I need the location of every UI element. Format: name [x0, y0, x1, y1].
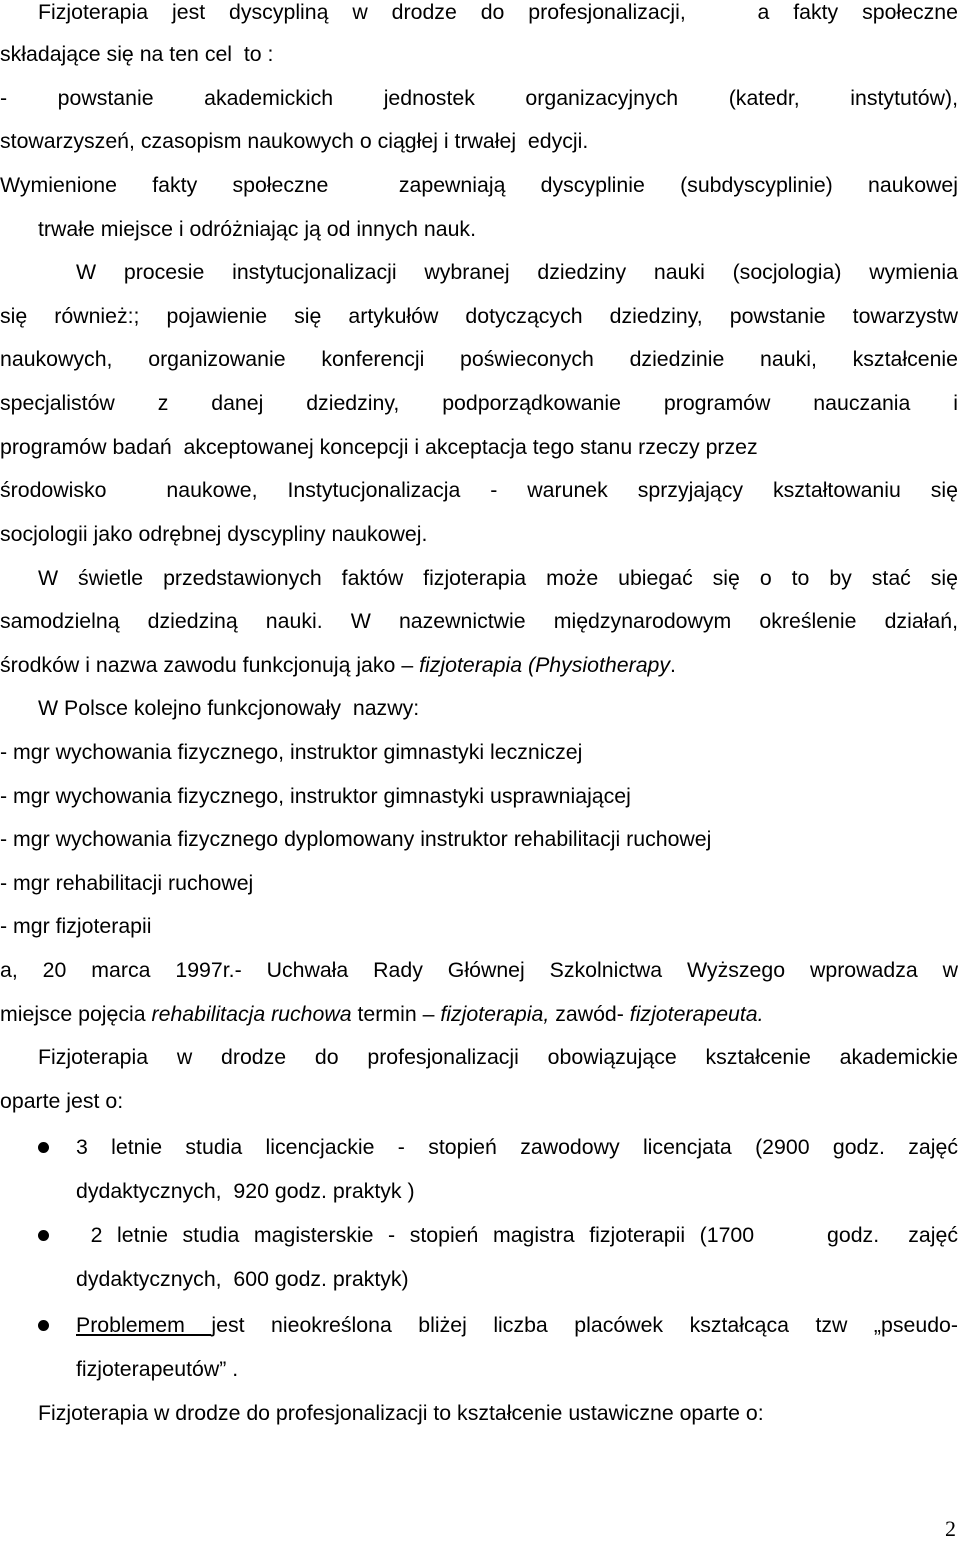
- page-number: 2: [945, 1516, 956, 1541]
- paragraph-6-text: termin –: [351, 1002, 441, 1026]
- bullet-2-line-2: dydaktycznych, 600 godz. praktyk): [76, 1267, 409, 1291]
- problem-word: Problemem: [76, 1313, 212, 1337]
- physiotherapy-term: fizjoterapia,: [440, 1002, 550, 1026]
- dash-item-line-1: - powstanie akademickich jednostek organizacyjnych (katedr, instytutów),: [0, 86, 958, 110]
- paragraph-3-line-1: W procesie instytucjonalizacji wybranej dziedziny nauki (socjologia) wymienia: [76, 260, 958, 284]
- bullet-icon: [38, 1230, 49, 1241]
- names-list-item: - mgr rehabilitacji ruchowej: [0, 871, 254, 895]
- paragraph-4-line-1: W świetle przedstawionych faktów fizjoterapia może ubiegać się o to by stać się: [38, 566, 958, 590]
- paragraph-6-line-2: [0, 992, 958, 1036]
- paragraph-2-line-1: Wymienione fakty społeczne zapewniają dyscyplinie (subdyscyplinie) naukowej: [0, 173, 958, 197]
- bullet-2-line-1: 2 letnie studia magisterskie - stopień magistra fizjoterapii (1700 godz. zajęć: [76, 1223, 958, 1247]
- names-list-item: - mgr fizjoterapii: [0, 914, 152, 938]
- paragraph-6-text: zawód-: [549, 1002, 630, 1026]
- paragraph-1-line-2: składające się na ten cel to :: [0, 42, 274, 66]
- physiotherapist-term: fizjoterapeuta.: [629, 1002, 764, 1026]
- bullet-icon: [38, 1142, 49, 1153]
- paragraph-3-line-3: naukowych, organizowanie konferencji poświeconych dziedzinie nauki, kształcenie: [0, 347, 958, 371]
- paragraph-3-line-4: specjalistów z danej dziedziny, podporządkowanie programów nauczania i: [0, 391, 958, 415]
- paragraph-4-line-3: [0, 643, 958, 687]
- bullet-3-line-1: [76, 1303, 958, 1347]
- paragraph-3-line-7: socjologii jako odrębnej dyscypliny naukowej.: [0, 522, 428, 546]
- paragraph-8: Fizjoterapia w drodze do profesjonalizacji to kształcenie ustawiczne oparte o:: [38, 1401, 764, 1425]
- names-heading: W Polsce kolejno funkcjonowały nazwy:: [38, 696, 420, 720]
- bullet-3-text: jest nieokreślona bliżej liczba placówek kształcąca tzw „pseudo-: [211, 1313, 958, 1337]
- paragraph-1-line-1: Fizjoterapia jest dyscypliną w drodze do profesjonalizacji, a fakty społeczne: [38, 0, 958, 24]
- paragraph-3-line-6: środowisko naukowe, Instytucjonalizacja - warunek sprzyjający kształtowaniu się: [0, 478, 958, 502]
- names-list-item: - mgr wychowania fizycznego dyplomowany instruktor rehabilitacji ruchowej: [0, 827, 712, 851]
- paragraph-6-text: miejsce pojęcia: [0, 1002, 152, 1026]
- bullet-icon: [38, 1320, 49, 1331]
- physiotherapy-term: fizjoterapia (Physiotherapy: [419, 653, 671, 677]
- paragraph-6-line-1: a, 20 marca 1997r.- Uchwała Rady Głównej Szkolnictwa Wyższego wprowadza w: [0, 958, 958, 982]
- paragraph-2-line-2: trwałe miejsce i odróżniając ją od innych nauk.: [38, 217, 476, 241]
- names-list-item: - mgr wychowania fizycznego, instruktor gimnastyki leczniczej: [0, 740, 583, 764]
- rehabilitation-term: rehabilitacja ruchowa: [151, 1002, 352, 1026]
- bullet-1-line-2: dydaktycznych, 920 godz. praktyk ): [76, 1179, 415, 1203]
- dash-item-line-2: stowarzyszeń, czasopism naukowych o ciągłej i trwałej edycji.: [0, 129, 589, 153]
- bullet-3-line-2: fizjoterapeutów” .: [76, 1357, 239, 1381]
- paragraph-3-line-2: się również:; pojawienie się artykułów dotyczących dziedziny, powstanie towarzystw: [0, 304, 958, 328]
- paragraph-4-line-3-end: .: [670, 653, 676, 677]
- paragraph-7-line-2: oparte jest o:: [0, 1089, 124, 1113]
- bullet-1-line-1: 3 letnie studia licencjackie - stopień zawodowy licencjata (2900 godz. zajęć: [76, 1135, 958, 1159]
- names-list-item: - mgr wychowania fizycznego, instruktor gimnastyki usprawniającej: [0, 784, 631, 808]
- paragraph-7-line-1: Fizjoterapia w drodze do profesjonalizacji obowiązujące kształcenie akademickie: [38, 1045, 958, 1069]
- paragraph-4-line-3-text: środków i nazwa zawodu funkcjonują jako –: [0, 653, 420, 677]
- paragraph-3-line-5: programów badań akceptowanej koncepcji i akceptacja tego stanu rzeczy przez: [0, 435, 758, 459]
- paragraph-4-line-2: samodzielną dziedziną nauki. W nazewnictwie międzynarodowym określenie działań,: [0, 609, 958, 633]
